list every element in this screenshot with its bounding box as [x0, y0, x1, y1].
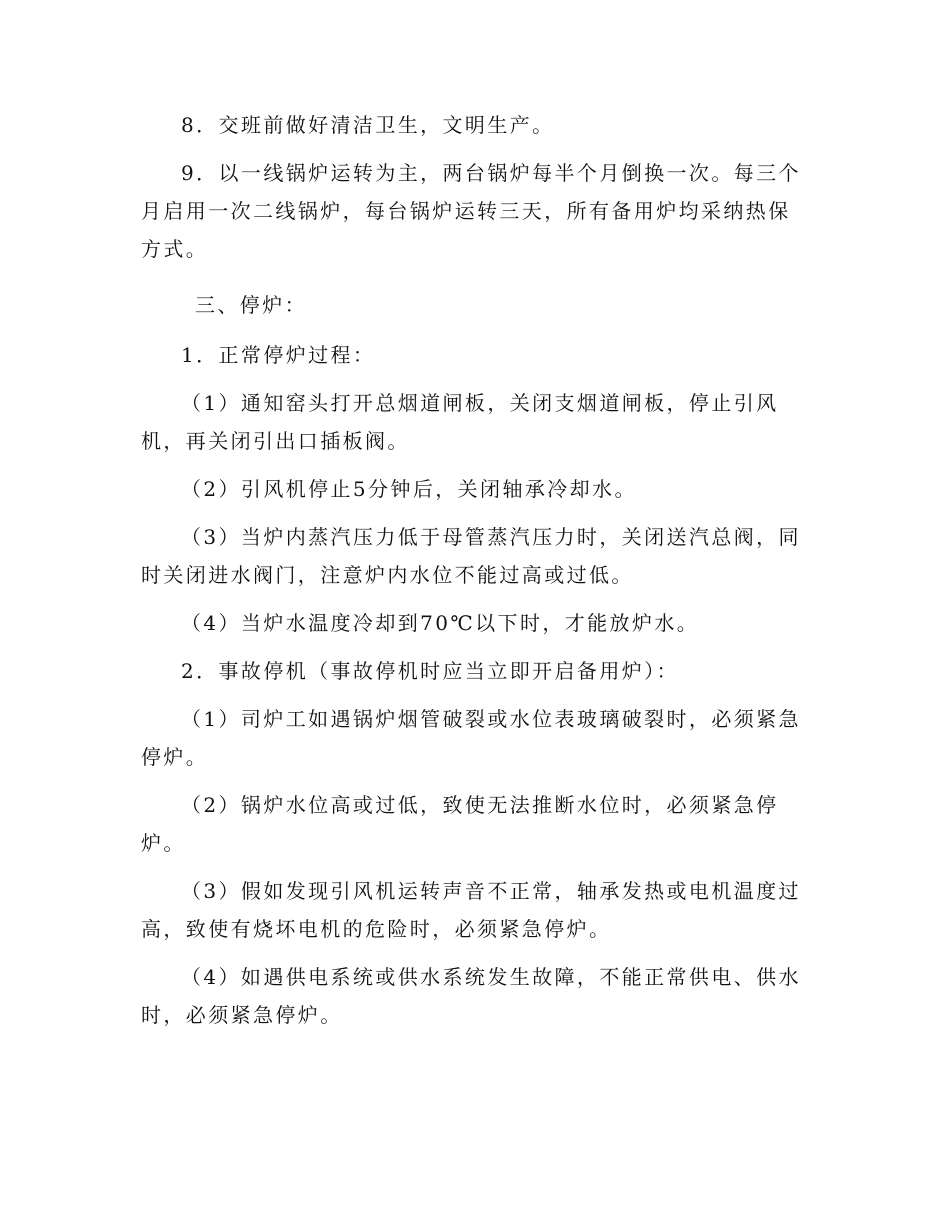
subheading-normal-stop: 1．正常停炉过程： — [181, 343, 376, 367]
emergency-stop-step-2: （2）锅炉水位高或过低，致使无法推断水位时，必须紧急停炉。 — [141, 793, 779, 855]
normal-stop-step-4: （4）当炉水温度冷却到70℃以下时，才能放炉水。 — [181, 611, 700, 635]
emergency-stop-step-3: （3）假如发现引风机运转声音不正常，轴承发热或电机温度过高，致使有烧坏电机的危险时，必须紧急停炉。 — [141, 879, 801, 941]
subheading-emergency-stop: 2．事故停机（事故停机时应当立即开启备用炉）： — [181, 659, 679, 683]
normal-stop-step-3: （3）当炉内蒸汽压力低于母管蒸汽压力时，关闭送汽总阀，同时关闭进水阀门，注意炉内水位不能过高或过低。 — [141, 525, 801, 587]
normal-stop-step-2: （2）引风机停止5分钟后，关闭轴承冷却水。 — [181, 477, 637, 501]
emergency-stop-step-4: （4）如遇供电系统或供水系统发生故障，不能正常供电、供水时，必须紧急停炉。 — [141, 965, 801, 1027]
document-body — [141, 106, 801, 1034]
normal-stop-step-1: （1）通知窑头打开总烟道闸板，关闭支烟道闸板，停止引风机，再关闭引出口插板阀。 — [141, 391, 779, 453]
emergency-stop-step-1: （1）司炉工如遇锅炉烟管破裂或水位表玻璃破裂时，必须紧急停炉。 — [141, 707, 801, 769]
paragraph-item-9: 9．以一线锅炉运转为主，两台锅炉每半个月倒换一次。每三个月启用一次二线锅炉，每台锅炉运转三天，所有备用炉均采纳热保方式。 — [141, 161, 801, 261]
section-heading-stop-boiler: 三、停炉： — [195, 293, 307, 317]
paragraph-item-8: 8．交班前做好清洁卫生，文明生产。 — [181, 113, 555, 137]
